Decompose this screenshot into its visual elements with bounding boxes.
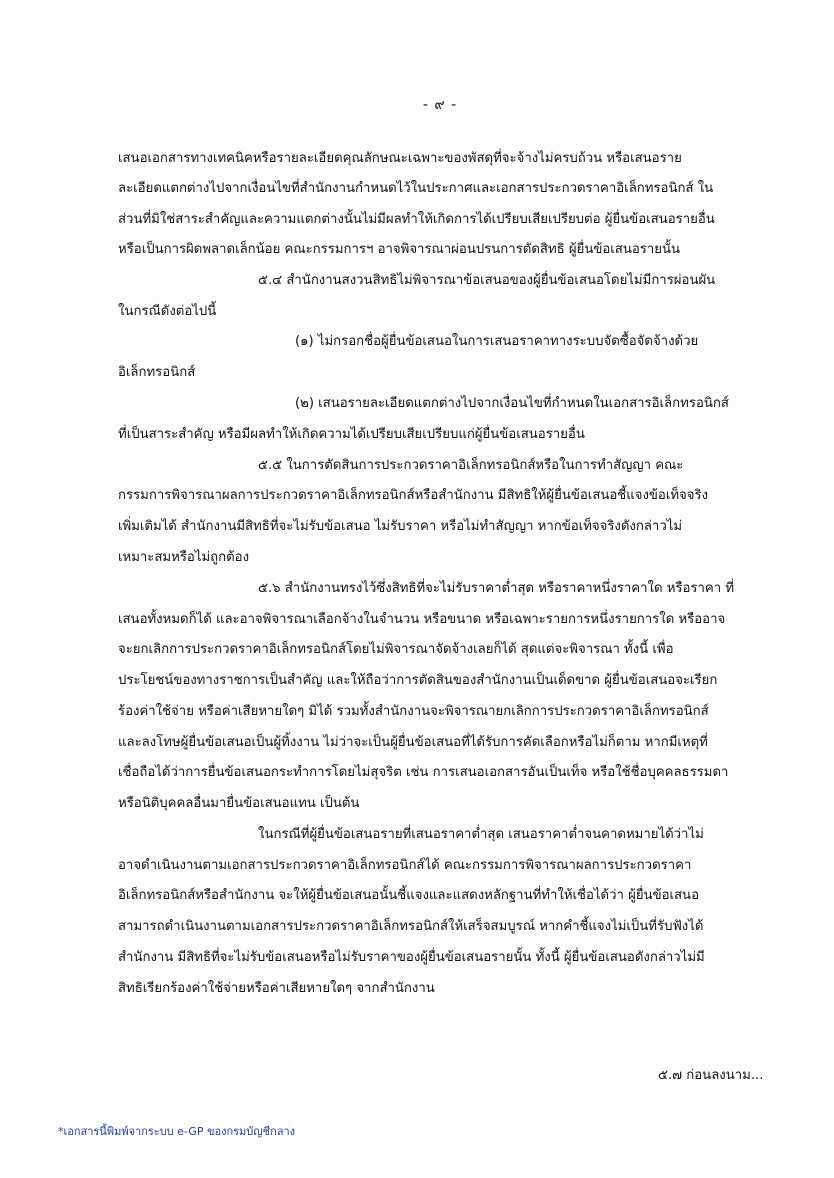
- clause-5-5: ๕.๕ ในการตัดสินการประกวดราคาอิเล็กทรอนิกส์หรือในการทำสัญญา คณะ: [258, 458, 684, 473]
- body-line: อิเล็กทรอนิกส์: [118, 365, 196, 380]
- body-line: ที่เป็นสาระสำคัญ หรือมีผลทำให้เกิดความได้เปรียบเสียเปรียบแก่ผู้ยื่นข้อเสนอรายอื่น: [118, 427, 585, 442]
- body-line: ส่วนที่มิใช่สาระสำคัญและความแตกต่างนั้นไม่มีผลทำให้เกิดการได้เปรียบเสียเปรียบต่อ ผู้ยื่นข้อเสนอรายอื่น: [118, 212, 715, 227]
- body-line: เหมาะสมหรือไม่ถูกต้อง: [118, 550, 250, 565]
- body-line: และลงโทษผู้ยื่นข้อเสนอเป็นผู้ทิ้งงาน ไม่ว่าจะเป็นผู้ยื่นข้อเสนอที่ได้รับการคัดเลือกหรือไม่ก็ตาม หากมีเหตุที่: [118, 735, 708, 750]
- body-line: ร้องค่าใช้จ่าย หรือค่าเสียหายใดๆ มิได้ รวมทั้งสำนักงานจะพิจารณายกเลิกการประกวดราคาอิเล็กทรอนิกส์: [118, 704, 709, 719]
- body-line: เสนอทั้งหมดก็ได้ และอาจพิจารณาเลือกจ้างในจำนวน หรือขนาด หรือเฉพาะรายการหนึ่งรายการใด หรืออาจ: [118, 612, 726, 627]
- body-line: อิเล็กทรอนิกส์หรือสำนักงาน จะให้ผู้ยื่นข้อเสนอนั้นชี้แจงและแสดงหลักฐานที่ทำให้เชื่อได้ว่า ผู้ยื่นข้อเสนอ: [118, 888, 699, 903]
- body-line: ประโยชน์ของทางราชการเป็นสำคัญ และให้ถือว่าการตัดสินของสำนักงานเป็นเด็ดขาด ผู้ยื่นข้อเสนอจะเรียก: [118, 673, 718, 688]
- paragraph-start: ในกรณีที่ผู้ยื่นข้อเสนอรายที่เสนอราคาต่ำสุด เสนอราคาต่ำจนคาดหมายได้ว่าไม่: [258, 827, 704, 842]
- body-line: อาจดำเนินงานตามเอกสารประกวดราคาอิเล็กทรอนิกส์ได้ คณะกรรมการพิจารณาผลการประกวดราคา: [118, 858, 692, 873]
- egp-source-note: *เอกสารนี้พิมพ์จากระบบ e-GP ของกรมบัญชีกลาง: [58, 1125, 296, 1138]
- body-line: เสนอเอกสารทางเทคนิคหรือรายละเอียดคุณลักษณะเฉพาะของพัสดุที่จะจ้างไม่ครบถ้วน หรือเสนอราย: [118, 151, 682, 166]
- next-page-reference: ๕.๗ ก่อนลงนาม...: [658, 1068, 764, 1083]
- item-1: (๑) ไม่กรอกชื่อผู้ยื่นข้อเสนอในการเสนอราคาทางระบบจัดซื้อจัดจ้างด้วย: [295, 334, 699, 349]
- clause-5-6: ๕.๖ สำนักงานทรงไว้ซึ่งสิทธิที่จะไม่รับราคาต่ำสุด หรือราคาหนึ่งราคาใด หรือราคา ที่: [258, 581, 735, 596]
- page-number: - ๙ -: [422, 97, 458, 113]
- body-line: ในกรณีดังต่อไปนี้: [118, 304, 217, 319]
- body-line: หรือเป็นการผิดพลาดเล็กน้อย คณะกรรมการฯ อาจพิจารณาผ่อนปรนการตัดสิทธิ ผู้ยื่นข้อเสนอรายนั้น: [118, 242, 681, 257]
- body-line: เพิ่มเติมได้ สำนักงานมีสิทธิที่จะไม่รับข้อเสนอ ไม่รับราคา หรือไม่ทำสัญญา หากข้อเท็จจริงดังกล่าวไม่: [118, 519, 683, 534]
- body-line: กรรมการพิจารณาผลการประกวดราคาอิเล็กทรอนิกส์หรือสำนักงาน มีสิทธิให้ผู้ยื่นข้อเสนอชี้แจงข้อเท็จจริง: [118, 488, 709, 503]
- body-line: เชื่อถือได้ว่าการยื่นข้อเสนอกระทำการโดยไม่สุจริต เช่น การเสนอเอกสารอันเป็นเท็จ หรือใช้ชื่อบุคคลธรรมดา: [118, 765, 729, 780]
- body-line: ละเอียดแตกต่างไปจากเงื่อนไขที่สำนักงานกำหนดไว้ในประกาศและเอกสารประกวดราคาอิเล็กทรอนิกส์ ใน: [118, 181, 714, 196]
- body-line: สิทธิเรียกร้องค่าใช้จ่ายหรือค่าเสียหายใดๆ จากสำนักงาน: [118, 981, 435, 996]
- body-line: หรือนิติบุคคลอื่นมายื่นข้อเสนอแทน เป็นต้น: [118, 796, 360, 811]
- item-2: (๒) เสนอรายละเอียดแตกต่างไปจากเงื่อนไขที่กำหนดในเอกสารอิเล็กทรอนิกส์: [295, 396, 729, 411]
- body-line: สามารถดำเนินงานตามเอกสารประกวดราคาอิเล็กทรอนิกส์ให้เสร็จสมบูรณ์ หากคำชี้แจงไม่เป็นที่รับฟังได้: [118, 919, 704, 934]
- body-line: จะยกเลิกการประกวดราคาอิเล็กทรอนิกส์โดยไม่พิจารณาจัดจ้างเลยก็ได้ สุดแต่จะพิจารณา ทั้งนี้ เพื่อ: [118, 642, 674, 657]
- body-line: สำนักงาน มีสิทธิที่จะไม่รับข้อเสนอหรือไม่รับราคาของผู้ยื่นข้อเสนอรายนั้น ทั้งนี้ ผู้ยื่นข้อเสนอดังกล่าวไม่มี: [118, 950, 705, 965]
- clause-5-4: ๕.๔ สำนักงานสงวนสิทธิไม่พิจารณาข้อเสนอของผู้ยื่นข้อเสนอโดยไม่มีการผ่อนผัน: [258, 273, 716, 288]
